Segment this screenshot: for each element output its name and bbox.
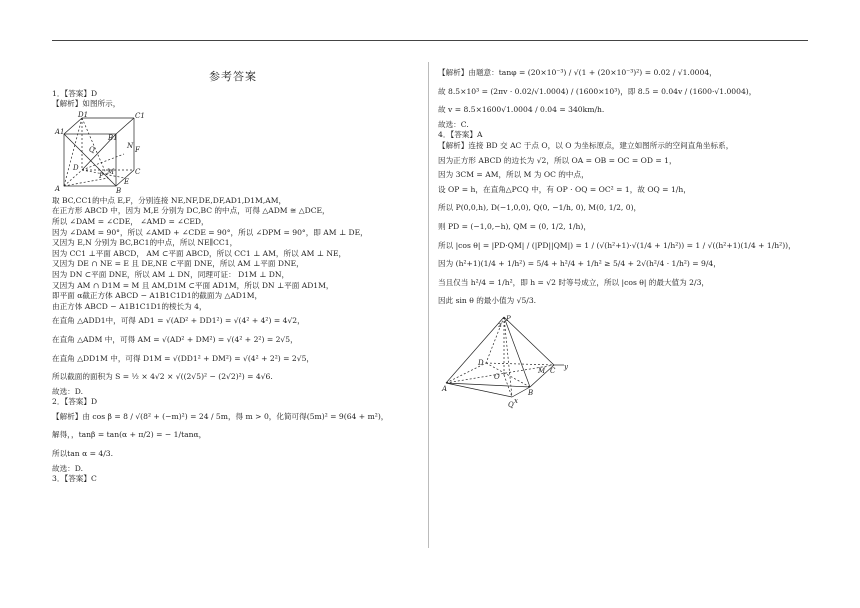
fig2-label-b: B — [528, 388, 534, 397]
fig2-label-y: y — [564, 362, 568, 371]
q2-line: 所以tan α = 4/3. — [52, 449, 114, 459]
q4-line: 因为正方形 ABCD 的边长为 √2，所以 OA = OB = OC = OD = 1， — [438, 155, 677, 165]
fig1-label-c: C — [135, 167, 141, 176]
q4-line: 所以 |cos θ| = |PD·QM| / (|PD||QM|) = 1 / (√(h²+1)·√(1/4 + 1/h²)) = 1 / √((h²+1)(1/4 + 1/h²))， — [438, 240, 796, 250]
q1-analysis-head: 【解析】如图所示， — [52, 99, 121, 109]
fig2-label-c: C — [550, 366, 556, 375]
q1-answer: 1．【答案】D — [52, 88, 98, 98]
q3-line: 故 8.5×10³ = (2πv · 0.02/√1.0004) / (1600×10³)，即 8.5 = 0.04v / (1600·√1.0004)， — [438, 86, 757, 96]
left-column — [52, 68, 414, 485]
q4-line: 则 PD = (−1,0,−h), QM = (0, 1/2, 1/h)， — [438, 221, 591, 231]
q4-answer: 4．【答案】A — [438, 130, 483, 140]
fig1-label-c1: C1 — [135, 111, 145, 120]
q3-line: 【解析】由题意：tanφ = (20×10⁻³) / √(1 + (20×10⁻³)²) = 0.02 / √1.0004， — [438, 68, 717, 77]
fig1-label-a1: A1 — [55, 127, 65, 136]
q1-line: 又因为 DE ∩ NE = E 且 DE,NE ⊂平面 DNE，所以 AM ⊥平面 DNE， — [52, 259, 304, 269]
fig1-label-a: A — [55, 184, 61, 193]
column-divider — [428, 62, 429, 548]
q3-answer: 3．【答案】C — [52, 474, 97, 484]
fig2-label-p: P — [506, 314, 511, 323]
q2-result: 故选：D. — [52, 463, 84, 473]
fig1-label-p: P — [99, 171, 104, 180]
q3-result: 故选：C. — [438, 119, 469, 129]
fig2-label-m: M — [538, 366, 546, 375]
q1-line: 因为 CC1 ⊥平面 ABCD， AM ⊂平面 ABCD，所以 CC1 ⊥ AM，所以 AM ⊥ NE， — [52, 248, 347, 258]
fig1-label-n: N — [127, 141, 134, 150]
fig2-label-z: z — [498, 320, 502, 329]
q1-line: 取 BC,CC1的中点 E,F，分别连接 NE,NF,DE,DF,AD1,D1M,AM， — [52, 195, 287, 205]
q4-line: 当且仅当 h²/4 = 1/h²，即 h = √2 时等号成立，所以 |cos θ| 的最大值为 2/3， — [438, 277, 709, 287]
q2-line: 解得，，tanβ = tan(α + π/2) = − 1/tanα， — [52, 430, 207, 440]
q1-calc: 所以截面的面积为 S = ½ × 4√2 × √((2√5)² − (2√2)²) = 4√6. — [52, 372, 273, 382]
fig1-label-e: E — [124, 177, 130, 186]
q2-line: 【解析】由 cos β = 8 / √(8² + (−m)²) = 24 / 5m，得 m > 0，化简可得(5m)² = 9(64 + m²)， — [52, 411, 389, 421]
fig2-label-x: x — [514, 396, 518, 405]
q1-calc: 在直角 △DD1M 中，可得 D1M = √(DD1² + DM²) = √(4² + 2²) = 2√5， — [52, 353, 315, 363]
header-rule — [52, 40, 808, 41]
q2-answer: 2．【答案】D — [52, 397, 98, 407]
q1-line: 即平面 α截正方体 ABCD − A1B1C1D1的截面为 △AD1M， — [52, 291, 263, 301]
q1-line: 所以 ∠DAM = ∠CDE， ∠AMD = ∠CED， — [52, 216, 209, 226]
q1-line: 因为 ∠DAM = 90°，所以 ∠AMD + ∠CDE = 90°，所以 ∠DPM = 90°，即 AM ⊥ DE， — [52, 227, 368, 237]
q4-line: 所以 P(0,0,h), D(−1,0,0), Q(0, −1/h, 0), M(0, 1/2, 0)， — [438, 203, 642, 213]
q1-line: 在正方形 ABCD 中，因为 M,E 分别为 DC,BC 的中点，可得 △ADM ≅ △DCE， — [52, 206, 330, 216]
q4-line: 【解析】连接 BD 交 AC 于点 O，以 O 为坐标原点，建立如图所示的空间直角坐标系， — [438, 140, 734, 150]
q3-line: 故 v = 8.5×1600√1.0004 / 0.04 = 340km/h. — [438, 105, 605, 115]
cube-figure — [52, 110, 145, 195]
q4-line: 因为 (h²+1)(1/4 + 1/h²) = 5/4 + h²/4 + 1/h² ≥ 5/4 + 2√(h²/4 · 1/h²) = 9/4， — [438, 259, 721, 269]
q1-line: 又因为 AM ∩ D1M = M 且 AM,D1M ⊂平面 AD1M，所以 DN ⊥平面 AD1M， — [52, 280, 334, 290]
pyramid-figure — [442, 313, 572, 409]
fig1-label-b1: B1 — [108, 133, 118, 142]
page-title: 参考答案 — [209, 70, 257, 83]
q1-calc: 在直角 △ADM 中，可得 AM = √(AD² + DM²) = √(4² + 2²) = 2√5， — [52, 334, 298, 344]
fig2-label-q: Q — [508, 400, 514, 409]
q4-line: 因此 sin θ 的最小值为 √5/3. — [438, 296, 537, 306]
fig1-label-m: M — [107, 167, 115, 176]
fig1-label-f: F — [135, 145, 140, 154]
fig1-label-d1: D1 — [78, 110, 89, 119]
q4-line: 设 OP = h，在直角△PCQ 中，有 OP · OQ = OC² = 1，故 OQ = 1/h， — [438, 184, 691, 194]
q1-line: 因为 DN ⊂平面 DNE，所以 AM ⊥ DN，同理可证： D1M ⊥ DN， — [52, 269, 290, 279]
q1-result: 故选：D. — [52, 386, 84, 396]
fig2-label-a: A — [442, 384, 448, 393]
right-column — [438, 68, 808, 411]
q1-line: 又因为 E,N 分别为 BC,BC1的中点，所以 NE∥CC1， — [52, 238, 238, 248]
fig1-label-q: Q — [89, 145, 95, 154]
q1-line: 由正方体 ABCD − A1B1C1D1的棱长为 4， — [52, 301, 207, 311]
fig1-label-d: D — [73, 163, 79, 172]
fig2-label-d: D — [478, 358, 484, 367]
q4-line: 因为 3CM = AM，所以 M 为 OC 的中点， — [438, 170, 589, 180]
q1-calc: 在直角 △ADD1中，可得 AD1 = √(AD² + DD1²) = √(4² + 4²) = 4√2， — [52, 316, 305, 326]
fig1-label-b: B — [116, 186, 122, 195]
fig2-label-o: O — [494, 372, 500, 381]
